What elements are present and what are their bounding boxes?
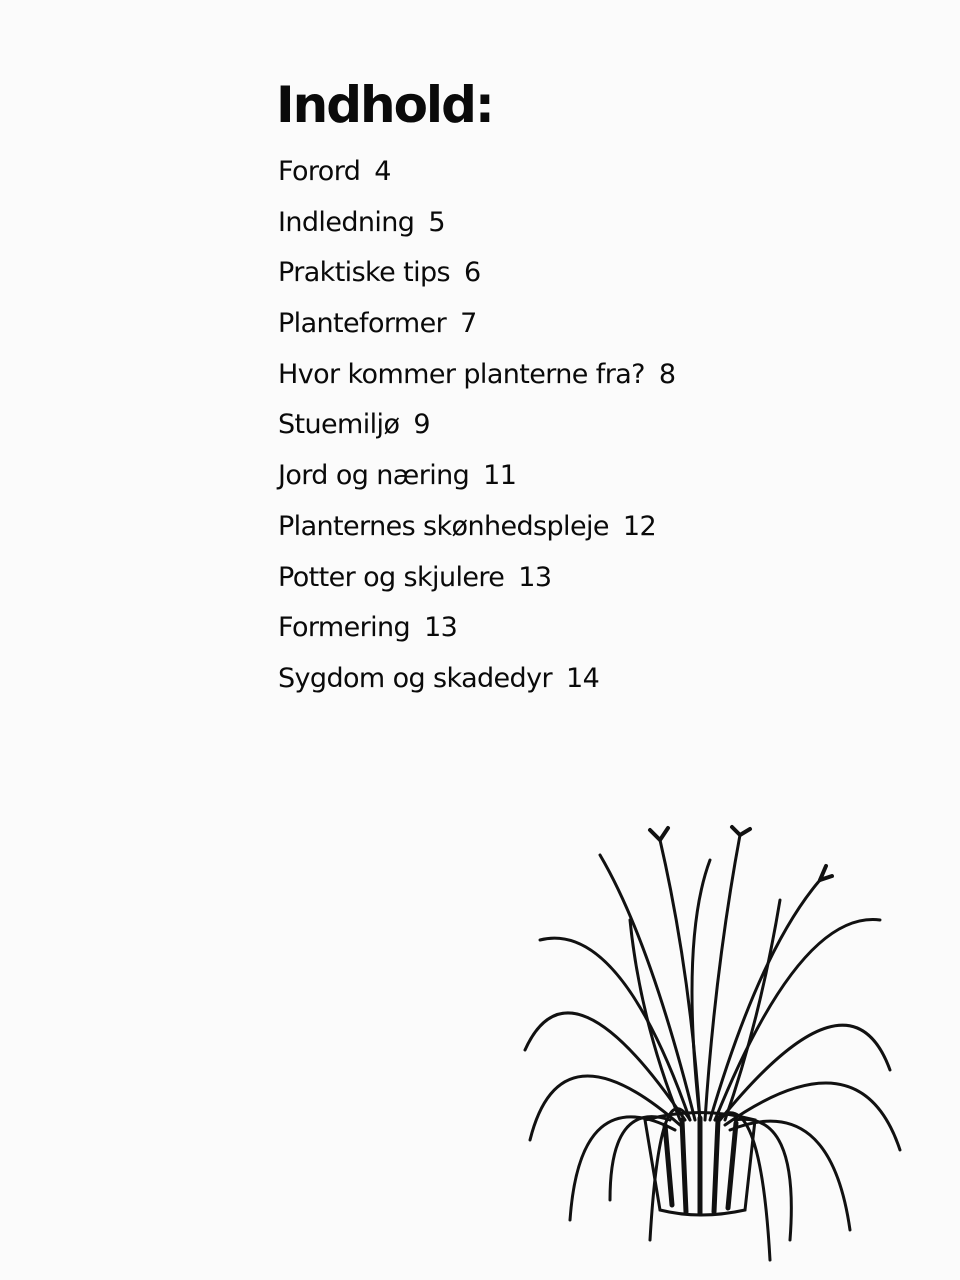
table-of-contents	[278, 150, 675, 708]
toc-entry-page: 7	[460, 308, 477, 340]
toc-entry-label: Forord	[278, 156, 361, 187]
toc-entry	[278, 251, 675, 302]
toc-entry-label: Indledning	[278, 206, 415, 238]
toc-entry-label: Formering	[278, 612, 411, 644]
toc-entry-page: 13	[518, 561, 552, 593]
toc-entry	[278, 353, 675, 404]
toc-entry-label: Praktiske tips	[278, 257, 451, 289]
toc-entry-page: 13	[424, 612, 458, 644]
toc-entry-page: 14	[565, 662, 600, 694]
toc-entry-label: Potter og skjulere	[278, 561, 505, 593]
toc-entry-label: Jord og næring	[278, 460, 470, 492]
toc-entry	[278, 454, 675, 505]
toc-entry-label: Planternes skønhedspleje	[278, 510, 609, 542]
potted-plant-illustration	[500, 820, 920, 1270]
page-title: Indhold:	[276, 76, 493, 134]
toc-entry	[278, 150, 675, 201]
toc-entry-label: Hvor kommer planterne fra?	[278, 358, 645, 390]
toc-entry	[278, 556, 675, 607]
toc-entry	[278, 403, 675, 454]
toc-entry-label: Sygdom og skadedyr	[278, 662, 552, 694]
toc-entry	[278, 505, 675, 556]
toc-entry	[278, 606, 675, 657]
toc-entry	[278, 302, 675, 353]
toc-entry-page: 11	[483, 460, 517, 492]
toc-entry	[278, 657, 675, 708]
toc-entry-page: 9	[413, 409, 430, 441]
toc-entry	[278, 201, 675, 252]
toc-entry-page: 4	[374, 156, 391, 187]
toc-entry-page: 5	[428, 206, 445, 238]
toc-entry-label: Stuemiljø	[278, 409, 400, 441]
toc-entry-page: 6	[464, 257, 481, 289]
toc-entry-page: 8	[658, 358, 676, 390]
toc-entry-label: Planteformer	[278, 308, 447, 340]
toc-entry-page: 12	[622, 510, 657, 542]
